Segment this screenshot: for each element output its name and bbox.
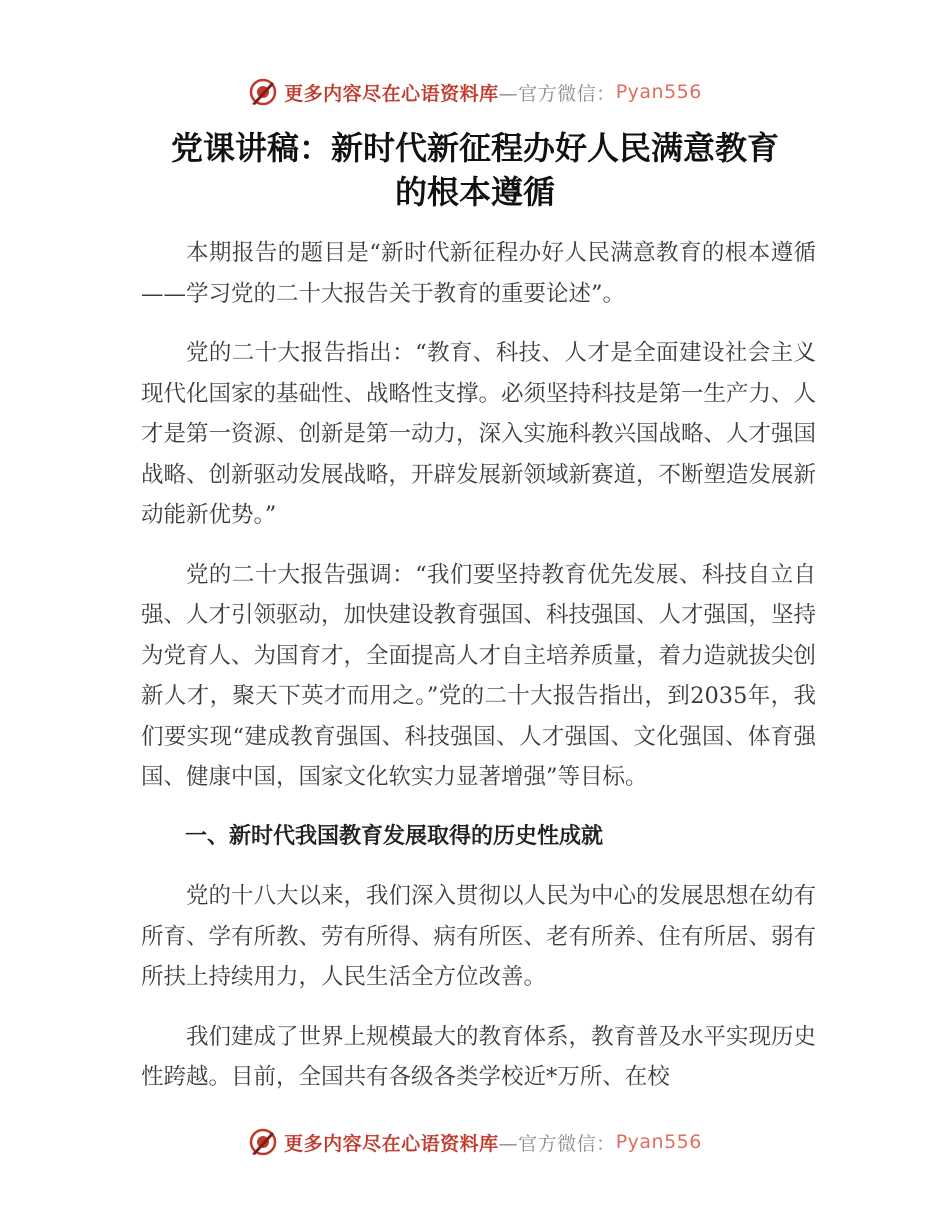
paragraph-quote-2: 党的二十大报告强调：“我们要坚持教育优先发展、科技自立自强、人才引领驱动，加快建设教育强国、科技强国、人才强国，坚持为党育人、为国育才，全面提高人才自主培养质量，着力造就拔尖创新人才，聚天下英才而用之。”党的二十大报告指出，到2035年，我们要实现“建成教育强国、科技强国、人才强国、文化强国、体育强国、健康中国，国家文化软实力显著增强”等目标。 xyxy=(141,561,817,790)
title-line-2: 的根本遵循 xyxy=(394,173,555,211)
section-heading: 一、新时代我国教育发展取得的历史性成就 xyxy=(185,823,604,849)
watermark-separator: —官方微信： xyxy=(498,82,616,105)
document-body xyxy=(141,233,816,1117)
quill-pen-circle-icon xyxy=(248,1127,278,1157)
paragraph-intro: 本期报告的题目是“新时代新征程办好人民满意教育的根本遵循——学习党的二十大报告关于教育的重要论述”。 xyxy=(141,240,816,307)
watermark-wechat-id: Pyan556 xyxy=(615,81,702,103)
paragraph-section-2: 我们建成了世界上规模最大的教育体系，教育普及水平实现历史性跨越。目前，全国共有各级各类学校近*万所、在校 xyxy=(141,1023,817,1090)
title-line-1: 党课讲稿：新时代新征程办好人民满意教育 xyxy=(170,129,779,167)
watermark-banner-top xyxy=(0,72,950,112)
paragraph-quote-1: 党的二十大报告指出：“教育、科技、人才是全面建设社会主义现代化国家的基础性、战略性支撑。必须坚持科技是第一生产力、人才是第一资源、创新是第一动力，深入实施科教兴国战略、人才强国战略、创新驱动发展战略，开辟发展新领域新赛道，不断塑造发展新动能新优势。” xyxy=(141,340,817,528)
paragraph-section-1: 党的十八大以来，我们深入贯彻以人民为中心的发展思想在幼有所育、学有所教、劳有所得、病有所医、老有所养、住有所居、弱有所扶上持续用力，人民生活全方位改善。 xyxy=(141,883,817,990)
watermark-banner-bottom xyxy=(0,1122,950,1162)
watermark-text: 更多内容尽在心语资料库 xyxy=(284,82,499,105)
watermark-separator: —官方微信： xyxy=(498,1132,616,1155)
watermark-text: 更多内容尽在心语资料库 xyxy=(284,1132,499,1155)
watermark-wechat-id: Pyan556 xyxy=(615,1131,702,1153)
quill-pen-circle-icon xyxy=(248,77,278,107)
document-title xyxy=(100,126,850,214)
